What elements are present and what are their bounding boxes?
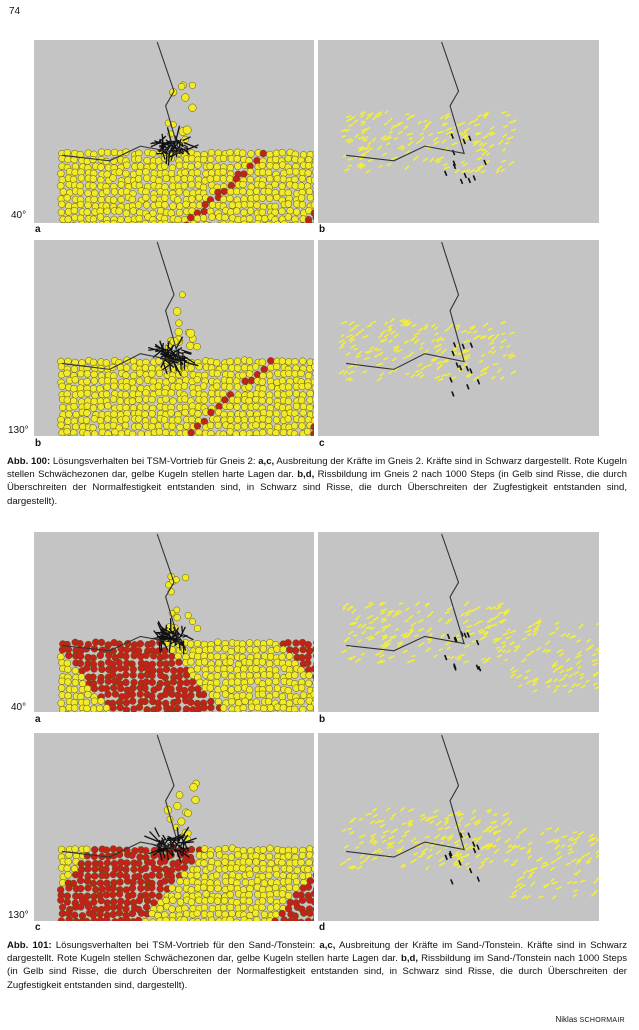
figure-101-caption xyxy=(7,939,627,992)
caption-ref: b,d, xyxy=(400,953,419,965)
caption-text: Rissbildung im Gneis 2 nach 1000 Steps (in Gelb sind Risse, die durch Überschreiten der Normalfestigkeit entstanden sind, in Schwarz sind Risse, die durch Überschreiten der Zugfestigkeit entstanden sind, dargestellt). xyxy=(7,469,627,507)
simulation-svg xyxy=(34,532,314,712)
panel-label-100-a: a xyxy=(35,224,41,235)
page-number: 74 xyxy=(9,6,21,17)
angle-label-101-a: 40° xyxy=(11,702,27,713)
panel-100-c xyxy=(34,240,314,436)
caption-text: Lösungsverhalten bei TSM-Vortrieb für den Sand-/Tonstein: xyxy=(51,940,320,951)
author-first: Niklas xyxy=(555,1015,578,1024)
figure-100-caption xyxy=(7,455,627,508)
simulation-svg xyxy=(318,40,599,223)
angle-label-100-c: 130° xyxy=(8,425,29,436)
panel-label-101-b: b xyxy=(319,714,326,725)
particle-field xyxy=(57,82,314,223)
caption-ref: a,c, xyxy=(319,940,336,951)
panel-101-a xyxy=(34,532,314,712)
panel-label-101-a: a xyxy=(35,714,41,725)
caption-ref: b,d, xyxy=(297,469,315,481)
crack-field xyxy=(340,807,599,898)
panel-100-a xyxy=(34,40,314,223)
panel-label-100-d: c xyxy=(319,438,325,449)
caption-text: Lösungsverhalten bei TSM-Vortrieb für Gneis 2: xyxy=(50,456,259,467)
caption-text: Rissbildung im Sand-/Tonstein nach 1000 Steps (in Gelb sind Risse, die durch Überschreiten der Normalfestigkeit entstanden sind, in Schwarz sind Risse, die durch Überschreiten der Zugfestigkeit entstanden sind, dargestellt). xyxy=(7,953,627,991)
angle-label-100-a: 40° xyxy=(11,210,27,221)
panel-101-d xyxy=(318,733,599,921)
panel-label-100-b: b xyxy=(319,224,326,235)
particle-field xyxy=(58,292,314,436)
crack-field xyxy=(341,601,599,692)
panel-label-101-c: c xyxy=(35,922,41,933)
simulation-svg xyxy=(318,240,599,436)
simulation-svg xyxy=(34,733,314,921)
author-last: SCHORMAIR xyxy=(579,1017,625,1024)
caption-label: Abb. 100: xyxy=(7,456,51,467)
caption-text: Ausbreitung der Kräfte im Sand-/Tonstein. Kräfte sind in Schwarz dargestellt. Rote Kugeln stellen Schwächezonen dar, gelbe Kugeln stellen harte Lagen dar. xyxy=(7,940,628,965)
particle-field xyxy=(57,573,314,712)
caption-label: Abb. 101: xyxy=(7,940,52,951)
simulation-svg xyxy=(34,240,314,436)
particle-field xyxy=(57,780,314,921)
panel-label-101-d: d xyxy=(319,922,326,933)
cutter-outline xyxy=(346,242,464,369)
panel-100-b xyxy=(318,40,599,223)
simulation-svg xyxy=(318,733,599,921)
cutter-outline xyxy=(346,42,464,161)
crack-field xyxy=(339,318,516,396)
caption-ref: a,c, xyxy=(258,456,275,467)
angle-label-101-c: 130° xyxy=(8,910,29,921)
caption-text: Ausbreitung der Kräfte im Gneis 2. Kräfte sind in Schwarz dargestellt. Rote Kugeln stellen Schwächezonen dar, gelbe Kugeln stellen harte Lagen dar. xyxy=(7,456,627,481)
simulation-svg xyxy=(318,532,599,712)
panel-100-d xyxy=(318,240,599,436)
simulation-svg xyxy=(34,40,314,223)
panel-101-b xyxy=(318,532,599,712)
panel-label-100-c: b xyxy=(35,438,42,449)
panel-101-c xyxy=(34,733,314,921)
author-footer xyxy=(556,1015,626,1024)
